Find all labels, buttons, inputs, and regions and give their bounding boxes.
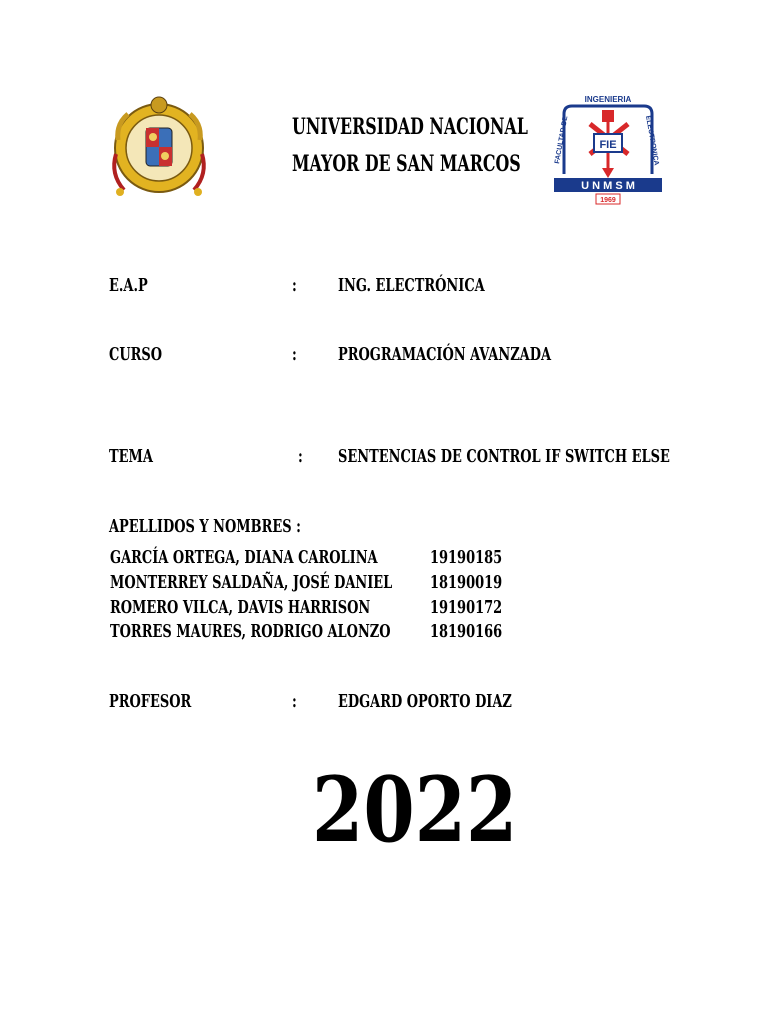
student-code: 19190172 <box>430 597 503 618</box>
curso-colon: : <box>292 344 297 365</box>
university-name-line-1: UNIVERSIDAD NACIONAL <box>292 114 528 140</box>
student-code: 19190185 <box>430 547 503 568</box>
tema-label: TEMA <box>109 446 153 467</box>
tema-value: SENTENCIAS DE CONTROL IF SWITCH ELSE <box>338 446 670 467</box>
eap-value: ING. ELECTRÓNICA <box>338 275 485 296</box>
year-text: 2022 <box>312 757 518 863</box>
eap-colon: : <box>292 275 297 296</box>
university-name-line-2: MAYOR DE SAN MARCOS <box>292 151 521 177</box>
logo-left-text: FACULTAD DE <box>554 115 570 165</box>
student-code: 18190166 <box>430 621 503 642</box>
logo-year-text: 1969 <box>600 197 616 204</box>
curso-label: CURSO <box>109 344 163 365</box>
profesor-colon: : <box>292 691 297 712</box>
logo-banner-text: U N M S M <box>581 180 635 192</box>
logo-center-text: FIE <box>599 139 617 151</box>
profesor-label: PROFESOR <box>109 691 192 712</box>
student-name: TORRES MAURES, RODRIGO ALONZO <box>110 621 391 642</box>
students-heading: APELLIDOS Y NOMBRES : <box>109 516 301 537</box>
eap-label: E.A.P <box>109 275 148 296</box>
university-crest-logo <box>106 94 212 200</box>
tema-colon: : <box>298 446 303 467</box>
student-name: MONTERREY SALDAÑA, JOSÉ DANIEL <box>110 572 393 593</box>
logo-right-text: ELECTRONICA <box>644 115 660 167</box>
student-name: GARCÍA ORTEGA, DIANA CAROLINA <box>110 547 378 568</box>
curso-value: PROGRAMACIÓN AVANZADA <box>338 344 552 365</box>
student-code: 18190019 <box>430 572 503 593</box>
logo-top-text: INGENIERIA <box>584 95 632 104</box>
faculty-logo <box>550 94 666 206</box>
student-name: ROMERO VILCA, DAVIS HARRISON <box>110 597 371 618</box>
profesor-value: EDGARD OPORTO DIAZ <box>338 691 512 712</box>
